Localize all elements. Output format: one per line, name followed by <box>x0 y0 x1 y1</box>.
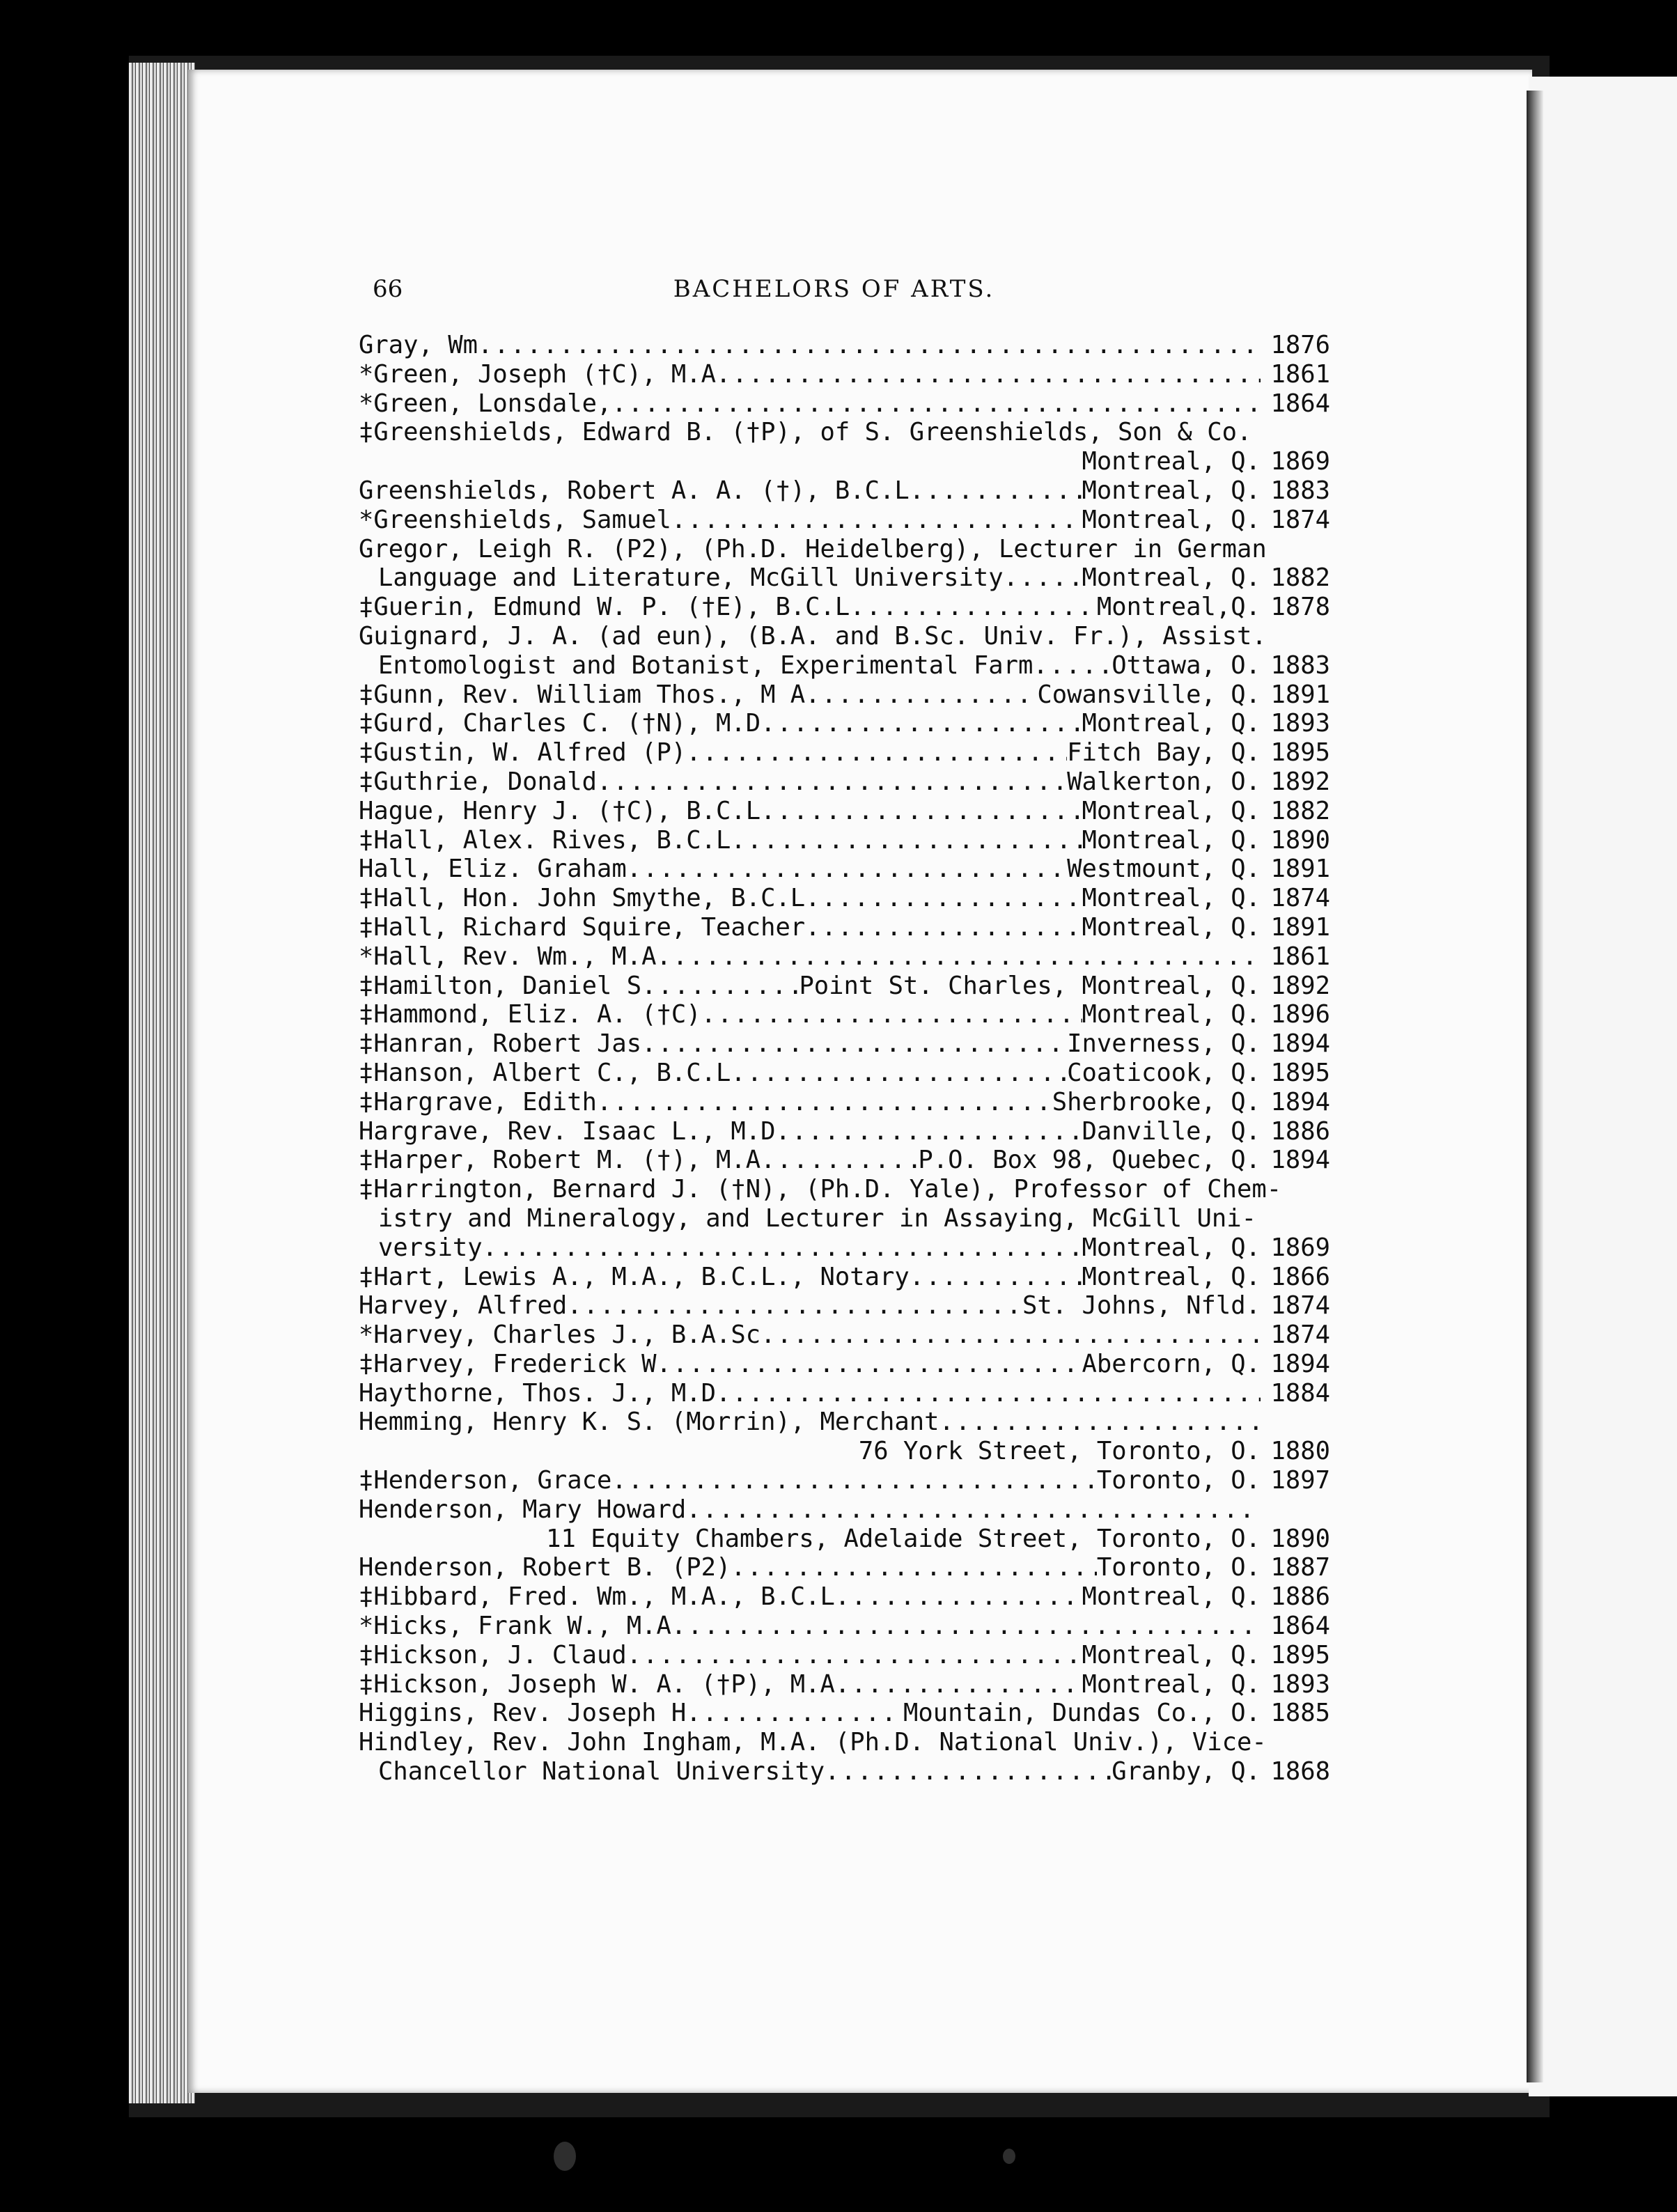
entry-year: 1869 <box>1270 447 1330 476</box>
leader-dots <box>597 1088 1052 1117</box>
entry-place: Montreal, Q. <box>1082 1669 1261 1699</box>
entry-name: *Harvey, Charles J., B.A.Sc <box>359 1321 761 1350</box>
leader-dots <box>716 360 1261 389</box>
entry-year: 1884 <box>1270 1378 1330 1408</box>
entry-name: Hemming, Henry K. S. (Morrin), Merchant <box>359 1408 939 1437</box>
entry-name: Gray, Wm <box>359 331 478 359</box>
entry-line <box>359 1263 1330 1292</box>
entry-year: 1890 <box>1270 825 1330 855</box>
entry-year <box>1261 1495 1330 1525</box>
leader-dots <box>805 913 1082 942</box>
entry-year: 1874 <box>1270 1321 1330 1350</box>
entry-year: 1864 <box>1270 389 1330 418</box>
entry-name: ‡Harvey, Frederick W <box>359 1349 657 1378</box>
entry-line <box>359 709 1330 738</box>
entry-place: Granby, Q. <box>1112 1757 1261 1786</box>
entry-line <box>359 476 1330 506</box>
leader-dots <box>641 972 799 1001</box>
entry-year: 1895 <box>1270 1058 1330 1087</box>
leader-dots <box>1004 563 1082 593</box>
ink-blot <box>1003 2149 1015 2164</box>
leader-dots <box>760 1146 918 1175</box>
entry-year: 1878 <box>1270 593 1330 622</box>
entry-name: ‡Hickson, J. Claud <box>359 1640 627 1669</box>
entry-name: *Hicks, Frank W., M.A <box>359 1612 671 1641</box>
entry-line <box>359 1059 1330 1088</box>
entry-name: Haythorne, Thos. J., M.D <box>359 1378 716 1408</box>
entry-year: 1894 <box>1270 1146 1330 1175</box>
entry-place: Montreal, Q. <box>1082 505 1261 534</box>
entry-name: Greenshields, Robert A. A. (†), B.C.L <box>359 476 910 505</box>
entry-place: Toronto, O. <box>1096 1466 1261 1495</box>
leader-dots <box>760 797 1082 826</box>
entry-place: P.O. Box 98, Quebec, Q. <box>918 1146 1261 1175</box>
entry-line <box>359 1728 1330 1757</box>
entry-place: Montreal, Q. <box>1082 1640 1261 1669</box>
entry-line <box>359 563 1330 593</box>
entry-line <box>359 680 1330 710</box>
entry-name: Higgins, Rev. Joseph H <box>359 1699 687 1728</box>
entry-place: Montreal, Q. <box>1082 796 1261 825</box>
leader-dots <box>627 1641 1082 1670</box>
entry-name: *Green, Joseph (†C), M.A <box>359 359 716 389</box>
entry-line <box>359 1321 1330 1350</box>
entry-line <box>359 1582 1330 1612</box>
entry-line <box>359 1175 1330 1204</box>
page-edges <box>129 63 195 2103</box>
entry-name: *Greenshields, Samuel <box>359 505 671 534</box>
entry-name: ‡Harrington, Bernard J. (†N), (Ph.D. Yale), Professor of Chem- <box>359 1175 1282 1204</box>
entry-name: Henderson, Mary Howard <box>359 1495 687 1524</box>
entry-year: 1868 <box>1270 1757 1330 1786</box>
entry-place: Montreal, Q. <box>1082 1000 1261 1029</box>
entry-year: 1883 <box>1270 651 1330 680</box>
entry-place: Walkerton, O. <box>1067 767 1261 796</box>
entry-year: 1885 <box>1270 1699 1330 1728</box>
entry-line <box>359 1117 1330 1146</box>
leader-dots <box>835 1670 1082 1699</box>
leader-dots <box>731 1059 1067 1088</box>
entry-line <box>359 768 1330 797</box>
entry-name: ‡Guerin, Edmund W. P. (†E), B.C.L <box>359 593 850 622</box>
leader-dots <box>760 709 1082 738</box>
entry-line <box>359 1204 1330 1233</box>
entry-year: 1887 <box>1270 1553 1330 1582</box>
leader-dots <box>775 1117 1082 1146</box>
entry-place: Point St. Charles, Montreal, Q. <box>799 971 1261 1000</box>
entry-line <box>359 1670 1330 1699</box>
entry-line <box>359 1525 1330 1554</box>
entry-line <box>359 1233 1330 1263</box>
entry-name: ‡Harper, Robert M. (†), M.A <box>359 1146 761 1175</box>
entry-line <box>359 535 1330 564</box>
leader-dots <box>805 680 1037 710</box>
entry-name: ‡Hibbard, Fred. Wm., M.A., B.C.L <box>359 1582 835 1612</box>
entry-year: 1882 <box>1270 563 1330 593</box>
entry-name: ‡Gunn, Rev. William Thos., M A <box>359 680 806 709</box>
entry-name: ‡Hanran, Robert Jas <box>359 1029 642 1059</box>
leader-dots <box>611 389 1261 419</box>
entry-line <box>359 1553 1330 1582</box>
entry-year: 1883 <box>1270 476 1330 505</box>
entry-name: ‡Gustin, W. Alfred (P) <box>359 738 687 768</box>
entry-year: 1874 <box>1270 884 1330 913</box>
leader-dots <box>611 1466 1097 1495</box>
leader-dots <box>939 1408 1261 1437</box>
entry-year: 1874 <box>1270 1291 1330 1321</box>
entry-name: Hall, Eliz. Graham <box>359 855 627 884</box>
entry-place: Montreal, Q. <box>1082 884 1261 913</box>
entry-name: Harvey, Alfred <box>359 1291 568 1321</box>
entry-place: Fitch Bay, Q. <box>1067 738 1261 768</box>
entry-line <box>359 1699 1330 1728</box>
entry-line <box>359 506 1330 535</box>
entry-place: Montreal,Q. <box>1096 593 1261 622</box>
entry-year: 1892 <box>1270 971 1330 1000</box>
entry-line <box>359 1437 1330 1466</box>
leader-dots <box>567 1291 1022 1321</box>
leader-dots <box>805 884 1082 913</box>
entry-line <box>359 389 1330 419</box>
entry-year: 1893 <box>1270 1669 1330 1699</box>
entry-name: ‡Greenshields, Edward B. (†P), of S. Greenshields, Son & Co. <box>359 418 1252 447</box>
leader-dots <box>686 738 1067 768</box>
entry-place: Sherbrooke, Q. <box>1052 1087 1261 1116</box>
leader-dots <box>671 1612 1261 1641</box>
entry-line <box>359 738 1330 768</box>
entry-year: 1874 <box>1270 505 1330 534</box>
entry-line <box>359 593 1330 622</box>
entry-place: Montreal, Q. <box>1082 563 1261 593</box>
entry-year: 1892 <box>1270 767 1330 796</box>
page-title: BACHELORS OF ARTS. <box>673 275 995 303</box>
entry-year: 1893 <box>1270 709 1330 738</box>
entry-place: Montreal, Q. <box>1082 1262 1261 1291</box>
entry-year: 1882 <box>1270 796 1330 825</box>
leader-dots <box>478 331 1261 360</box>
page-header <box>373 275 1295 317</box>
entry-place: Montreal, Q. <box>1082 825 1261 855</box>
entry-line <box>359 1466 1330 1495</box>
leader-dots <box>627 855 1067 884</box>
entry-year: 1861 <box>1270 359 1330 389</box>
entry-year: 1897 <box>1270 1466 1330 1495</box>
leader-dots <box>910 1263 1082 1292</box>
entry-line <box>359 942 1330 972</box>
entry-year: 1886 <box>1270 1116 1330 1146</box>
entry-year: 1896 <box>1270 1000 1330 1029</box>
entry-year: 1869 <box>1270 1233 1330 1262</box>
entry-name: Hargrave, Rev. Isaac L., M.D <box>359 1116 776 1146</box>
leader-dots <box>731 826 1082 855</box>
entry-year <box>1261 1408 1330 1437</box>
entry-name: ‡Hamilton, Daniel S <box>359 971 642 1000</box>
leader-dots <box>1033 651 1112 680</box>
entry-place: Montreal, Q. <box>1082 1582 1261 1612</box>
entry-line <box>359 884 1330 913</box>
entry-year: 1894 <box>1270 1029 1330 1059</box>
entry-name: Gregor, Leigh R. (P2), (Ph.D. Heidelberg), Lecturer in German <box>359 534 1267 563</box>
entry-line <box>359 1408 1330 1437</box>
leader-dots <box>716 1379 1261 1408</box>
entry-name: ‡Hickson, Joseph W. A. (†P), M.A <box>359 1669 835 1699</box>
entry-year: 1880 <box>1270 1437 1330 1466</box>
entry-place: Danville, Q. <box>1082 1116 1261 1146</box>
entry-name: ‡Hall, Hon. John Smythe, B.C.L <box>359 884 806 913</box>
entry-name: ‡Hargrave, Edith <box>359 1087 597 1116</box>
entry-name: Language and Literature, McGill University <box>378 563 1004 593</box>
entry-name: ‡Hall, Richard Squire, Teacher <box>359 912 806 942</box>
entry-year: 1876 <box>1270 331 1330 359</box>
entry-line <box>359 826 1330 855</box>
entry-year: 1886 <box>1270 1582 1330 1612</box>
leader-dots <box>701 1000 1082 1029</box>
entry-place: Toronto, O. <box>1096 1553 1261 1582</box>
leader-dots <box>731 1553 1097 1582</box>
entry-name: Henderson, Robert B. (P2) <box>359 1553 731 1582</box>
entry-place: St. Johns, Nfld. <box>1022 1291 1261 1321</box>
entry-name: versity <box>378 1233 483 1262</box>
entry-line <box>359 1495 1330 1525</box>
entry-name: ‡Guthrie, Donald <box>359 767 597 796</box>
entry-line <box>359 913 1330 942</box>
entry-year: 1864 <box>1270 1612 1330 1641</box>
entry-year: 1894 <box>1270 1349 1330 1378</box>
entry-place: Montreal, Q. <box>1082 476 1261 505</box>
entry-place: Inverness, Q. <box>1067 1029 1261 1059</box>
entry-name: Guignard, J. A. (ad eun), (B.A. and B.Sc. Univ. Fr.), Assist. <box>359 621 1267 651</box>
entry-line <box>359 1641 1330 1670</box>
entry-name: ‡Henderson, Grace <box>359 1466 612 1495</box>
entry-place: 11 Equity Chambers, Adelaide Street, Toronto, O. <box>546 1524 1261 1553</box>
leader-dots <box>671 506 1082 535</box>
entry-line <box>359 1350 1330 1379</box>
entry-year: 1895 <box>1270 738 1330 768</box>
entry-place: Coaticook, Q. <box>1067 1058 1261 1087</box>
leader-dots <box>686 1699 903 1728</box>
ink-blot <box>554 2142 576 2171</box>
entry-line <box>359 1146 1330 1175</box>
entry-place: Montreal, Q. <box>1082 709 1261 738</box>
leader-dots <box>850 593 1097 622</box>
leader-dots <box>825 1757 1112 1786</box>
page-number: 66 <box>373 275 403 303</box>
entry-year: 1866 <box>1270 1262 1330 1291</box>
entry-name: *Green, Lonsdale, <box>359 389 612 418</box>
entry-line <box>359 651 1330 680</box>
entry-name: ‡Gurd, Charles C. (†N), M.D <box>359 709 761 738</box>
leader-dots <box>835 1582 1082 1612</box>
entry-place: Montreal, Q. <box>1082 1233 1261 1262</box>
entry-line <box>359 1757 1330 1786</box>
entry-place: Mountain, Dundas Co., O. <box>903 1699 1261 1728</box>
leader-dots <box>910 476 1082 506</box>
entry-name: ‡Hanson, Albert C., B.C.L <box>359 1058 731 1087</box>
entry-line <box>359 360 1330 389</box>
entry-line <box>359 1291 1330 1321</box>
leader-dots <box>641 1029 1067 1059</box>
entry-line <box>359 1000 1330 1029</box>
entries-list <box>359 331 1330 1786</box>
entry-year: 1891 <box>1270 855 1330 884</box>
entry-name: istry and Mineralogy, and Lecturer in Assaying, McGill Uni- <box>378 1204 1256 1233</box>
entry-name: ‡Hammond, Eliz. A. (†C) <box>359 1000 701 1029</box>
entry-year: 1861 <box>1270 942 1330 971</box>
book-gutter <box>1527 91 1543 2082</box>
leader-dots <box>760 1321 1261 1350</box>
entry-name: Chancellor National University <box>378 1757 825 1786</box>
entry-place: Montreal, Q. <box>1082 447 1261 476</box>
entry-line <box>359 418 1330 447</box>
entry-line <box>359 1612 1330 1641</box>
entry-year: 1895 <box>1270 1640 1330 1669</box>
entry-place: Montreal, Q. <box>1082 912 1261 942</box>
entry-place: Cowansville, Q. <box>1037 680 1261 709</box>
leader-dots <box>686 1495 1261 1525</box>
entry-year: 1891 <box>1270 912 1330 942</box>
leader-dots <box>656 1350 1082 1379</box>
facing-page <box>1529 77 1677 2096</box>
entry-line <box>359 331 1330 360</box>
entry-year: 1890 <box>1270 1524 1330 1553</box>
entry-year: 1891 <box>1270 680 1330 709</box>
entry-place: 76 York Street, Toronto, O. <box>858 1437 1261 1466</box>
entry-name: ‡Hart, Lewis A., M.A., B.C.L., Notary <box>359 1262 910 1291</box>
leader-dots <box>483 1233 1082 1263</box>
entry-name: *Hall, Rev. Wm., M.A <box>359 942 657 971</box>
entry-name: ‡Hall, Alex. Rives, B.C.L <box>359 825 731 855</box>
entry-name: Hindley, Rev. John Ingham, M.A. (Ph.D. National Univ.), Vice- <box>359 1728 1267 1757</box>
entry-line <box>359 1029 1330 1059</box>
entry-name: Hague, Henry J. (†C), B.C.L <box>359 796 761 825</box>
entry-line <box>359 1088 1330 1117</box>
leader-dots <box>656 942 1261 972</box>
leader-dots <box>597 768 1067 797</box>
entry-place: Westmount, Q. <box>1067 855 1261 884</box>
entry-line <box>359 855 1330 884</box>
entry-line <box>359 1379 1330 1408</box>
entry-line <box>359 797 1330 826</box>
entry-line <box>359 972 1330 1001</box>
entry-year: 1894 <box>1270 1087 1330 1116</box>
entry-line <box>359 447 1330 476</box>
entry-place: Ottawa, O. <box>1112 651 1261 680</box>
entry-place: Abercorn, Q. <box>1082 1349 1261 1378</box>
entry-name: Entomologist and Botanist, Experimental Farm <box>378 651 1034 680</box>
entry-line <box>359 622 1330 651</box>
